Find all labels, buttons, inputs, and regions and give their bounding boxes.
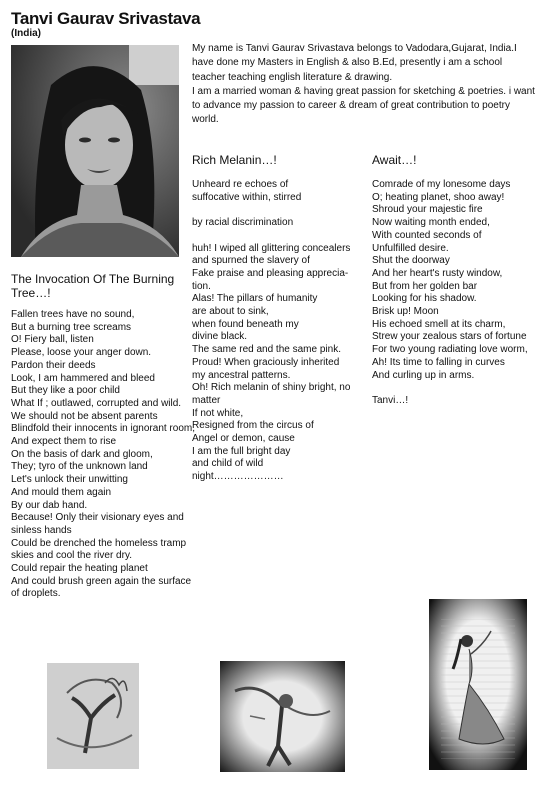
poem-body: Unheard re echoes of suffocative within, stirred by racial discrimination huh! I wiped all glittering concealers and spurned the slavery of Fake praise and pleasing apprecia-tion. Alas! The pillars of humanity are about to sink, when found beneath my divine black. The same red and the same pink. Proud! When graciously inherited my ancestral patterns. Oh! Rich melanin of shiny bright, no matter If not white, Resigned from the circus of Angel or demon, cause I am the full bright day and child of wild night………………… (192, 179, 351, 483)
figure-sketch (220, 661, 345, 772)
author-bio (192, 42, 537, 128)
poem-title: The Invocation Of The Burning Tree…! (11, 272, 175, 300)
burning-tree-sketch (47, 663, 139, 769)
author-country: (India) (11, 28, 41, 39)
poem-body: Comrade of my lonesome days O; heating planet, shoo away! Shroud your majestic fire Now waiting month ended, With counted seconds of Unfulfilled desire. Shut the doorway And her heart's rusty window, But from her golden bar Looking for his shadow. Brisk up! Moon His echoed smell at its charm, Strew your zealous stars of fortune For two young radiating love worm, Ah! Its time to falling in curves And curling up in arms. Tanvi…! (372, 179, 528, 406)
bio-paragraph: I am a married woman & having great passion for sketching & poetries. i want to advance my passion to career & dream of great contribution to poetry world. (192, 85, 535, 126)
bio-paragraph: My name is Tanvi Gaurav Srivastava belongs to Vadodara,Gujarat, India.I have done my Masters in English & also B.Ed, presently i am a school teacher teaching english literature & drawing. (192, 43, 517, 83)
poem-body: Fallen trees have no sound, But a burning tree screams O! Fiery ball, listen Please, loose your anger down. Pardon their deeds Look, I am hammered and bleed But they like a poor child What If ; outlawed, corrupted and wild. We should not be absent parents Blindfold their innocents in ignorant room, And expect them to rise On the basis of dark and gloom, They; tyro of the unknown land Let's unlock their unwitting And mould them again By our dab hand. Because! Only their visionary eyes and sinless hands Could be drenched the homeless tramp skies and cool the river dry. Could repair the heating planet And could brush green again the surface of droplets. (11, 309, 195, 600)
poem-title: Rich Melanin…! (192, 153, 277, 167)
author-photo (11, 45, 179, 257)
poem-title: Await…! (372, 153, 417, 167)
dancer-sketch (429, 599, 527, 770)
author-name: Tanvi Gaurav Srivastava (11, 9, 201, 28)
